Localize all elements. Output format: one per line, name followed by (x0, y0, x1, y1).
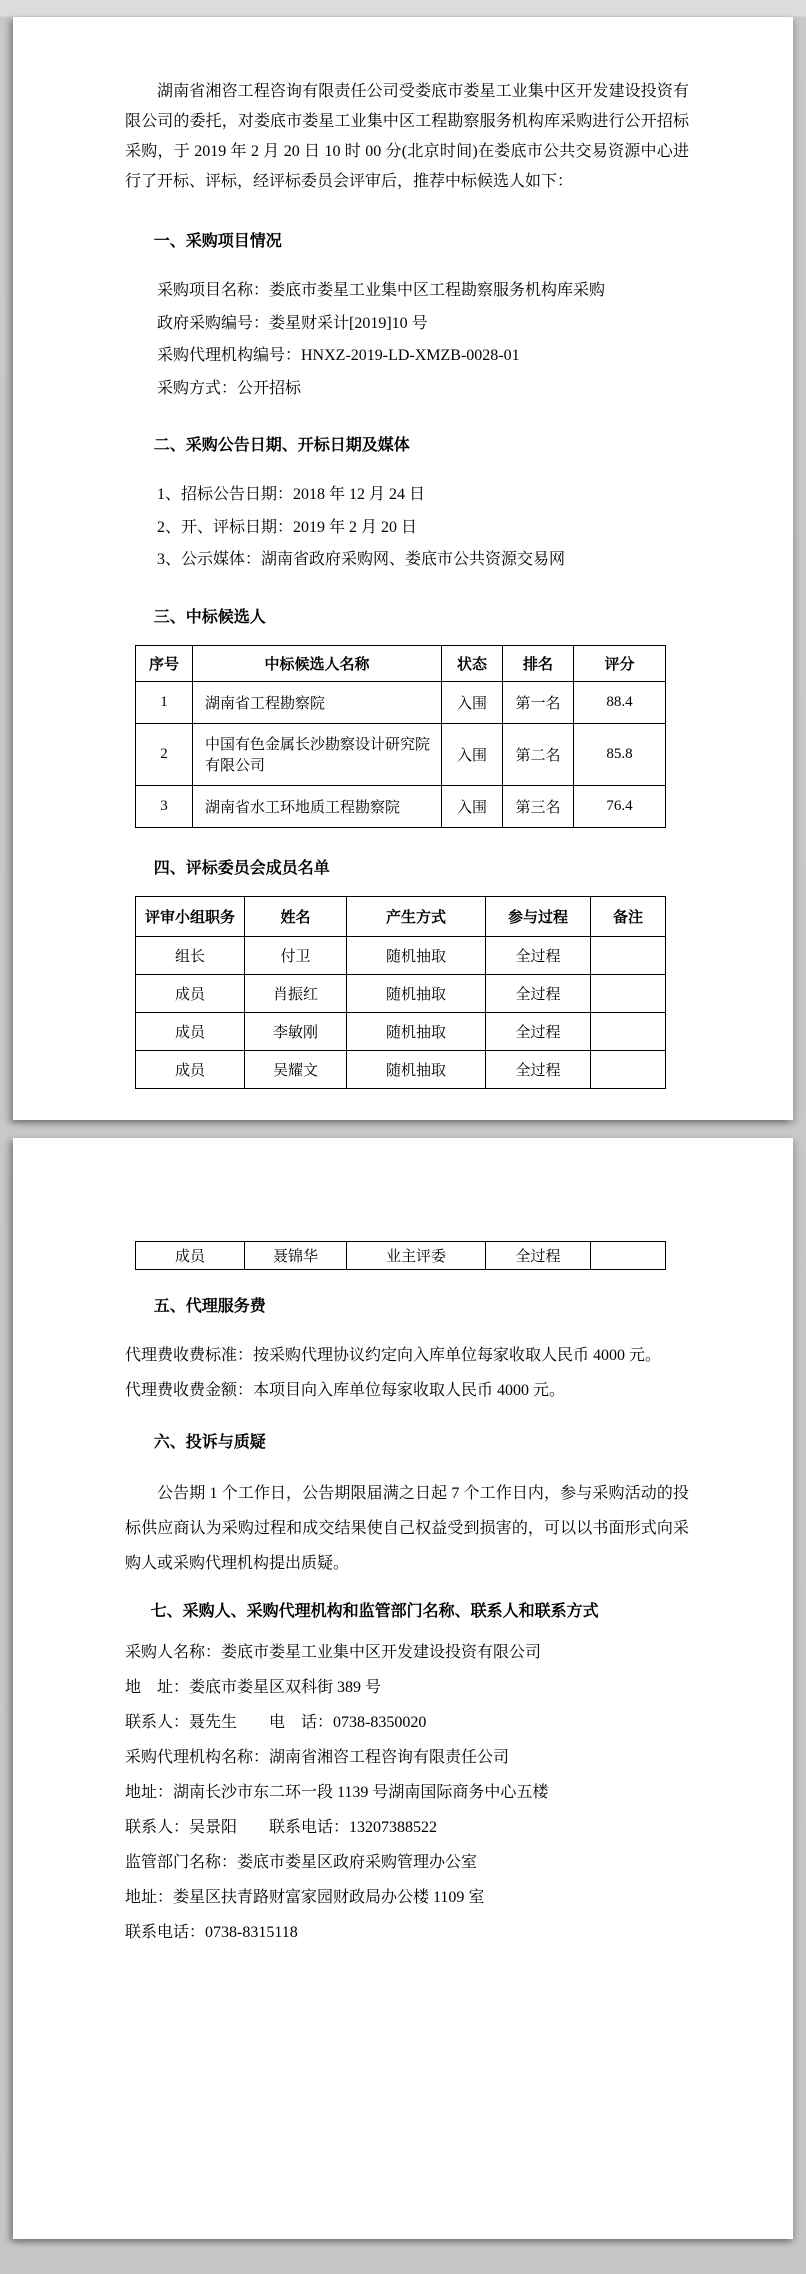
table-cell (591, 974, 666, 1012)
purchaser-address-line: 地 址：娄底市娄星区双科街 389 号 (125, 1679, 382, 1696)
table-cell: 入围 (442, 681, 503, 723)
table-cell: 88.4 (574, 681, 666, 723)
table-cell: 全过程 (486, 1012, 591, 1050)
regulator-name-line: 监管部门名称：娄底市娄星区政府采购管理办公室 (125, 1854, 478, 1871)
intro-paragraph: 湖南省湘咨工程咨询有限责任公司受娄底市娄星工业集中区开发建设投资有限公司的委托，对娄底市娄星工业集中区工程勘察服务机构库采购进行公开招标采购，于 2019 年 2 月 20 日 10 时 00 分(北京时间)在娄底市公共交易资源中心进行了开标、评标，经评标委员会评审后，推荐中标候选人如下： (125, 83, 689, 190)
table-cell: 全过程 (486, 974, 591, 1012)
section-title-4: 四、评标委员会成员名单 (153, 859, 330, 877)
project-name-line: 采购项目名称：娄底市娄星工业集中区工程勘察服务机构库采购 (157, 282, 606, 299)
committee-table (135, 896, 666, 1089)
table-header-cell: 产生方式 (347, 896, 486, 936)
agency-fee-amount-line: 代理费收费金额：本项目向入库单位每家收取人民币 4000 元。 (125, 1382, 566, 1399)
section-title-3: 三、中标候选人 (153, 608, 266, 626)
page-gap (0, 1120, 806, 1138)
table-cell: 付卫 (245, 936, 347, 974)
table-cell: 随机抽取 (347, 974, 486, 1012)
purchaser-contact-line: 联系人：聂先生 电 话：0738-8350020 (125, 1714, 427, 1731)
table-cell: 1 (136, 681, 193, 723)
table-cell: 成员 (136, 974, 245, 1012)
section-title-5: 五、代理服务费 (153, 1298, 266, 1315)
candidates-header-row (136, 645, 666, 681)
table-cell: 全过程 (486, 936, 591, 974)
table-cell: 组长 (136, 936, 245, 974)
table-header-cell: 备注 (591, 896, 666, 936)
table-cell: 中国有色金属长沙勘察设计研究院有限公司 (193, 723, 442, 785)
table-cell: 随机抽取 (347, 1050, 486, 1088)
table-cell: 随机抽取 (347, 1012, 486, 1050)
section-title-6: 六、投诉与质疑 (153, 1434, 266, 1451)
committee-header-row (136, 896, 666, 936)
candidate-row-3 (136, 785, 666, 827)
regulator-phone-line: 联系电话：0738-8315118 (125, 1924, 298, 1941)
gov-number-line: 政府采购编号：娄星财采计[2019]10 号 (157, 314, 428, 332)
table-cell: 吴耀文 (245, 1050, 347, 1088)
table-header-cell: 参与过程 (486, 896, 591, 936)
table-cell (591, 936, 666, 974)
agency-contact-line: 联系人：吴景阳 联系电话：13207388522 (125, 1819, 438, 1836)
committee-row-4 (136, 1050, 666, 1088)
table-cell: 第二名 (503, 723, 574, 785)
agency-fee-standard-line: 代理费收费标准：按采购代理协议约定向入库单位每家收取人民币 4000 元。 (125, 1347, 662, 1364)
section-title-1: 一、采购项目情况 (153, 233, 282, 250)
table-cell: 第三名 (503, 785, 574, 827)
table-cell: 全过程 (486, 1050, 591, 1088)
table-cell: 湖南省水工环地质工程勘察院 (193, 785, 442, 827)
table-cell: 湖南省工程勘察院 (193, 681, 442, 723)
document-page-2 (13, 1138, 793, 2239)
table-header-cell: 序号 (136, 645, 193, 681)
table-cell: 随机抽取 (347, 936, 486, 974)
table-header-cell: 状态 (442, 645, 503, 681)
document-page-1 (13, 17, 793, 1120)
table-cell: 李敏刚 (245, 1012, 347, 1050)
table-cell: 第一名 (503, 681, 574, 723)
candidate-row-1 (136, 681, 666, 723)
table-cell: 入围 (442, 723, 503, 785)
method-line: 采购方式：公开招标 (157, 379, 302, 397)
committee-row-1 (136, 936, 666, 974)
table-cell: 全过程 (486, 1242, 591, 1270)
purchaser-name-line: 采购人名称：娄底市娄星工业集中区开发建设投资有限公司 (125, 1644, 542, 1661)
candidate-row-2 (136, 723, 666, 785)
agency-name-line: 采购代理机构名称：湖南省湘咨工程咨询有限责任公司 (125, 1749, 510, 1766)
agency-number-line: 采购代理机构编号：HNXZ-2019-LD-XMZB-0028-01 (157, 347, 520, 364)
committee-table-continued (135, 1241, 666, 1270)
table-cell: 2 (136, 723, 193, 785)
table-cell: 业主评委 (347, 1242, 486, 1270)
table-header-cell: 评分 (574, 645, 666, 681)
table-cell (591, 1012, 666, 1050)
section-title-2: 二、采购公告日期、开标日期及媒体 (153, 437, 410, 454)
media-line: 3、公示媒体：湖南省政府采购网、娄底市公共资源交易网 (157, 551, 566, 568)
table-cell: 76.4 (574, 785, 666, 827)
table-cell: 成员 (136, 1012, 245, 1050)
table-header-cell: 姓名 (245, 896, 347, 936)
table-cell: 成员 (136, 1050, 245, 1088)
candidates-table (135, 645, 666, 828)
table-cell: 成员 (136, 1242, 245, 1270)
announce-date-line: 1、招标公告日期：2018 年 12 月 24 日 (157, 486, 426, 503)
table-header-cell: 中标候选人名称 (193, 645, 442, 681)
table-header-cell: 评审小组职务 (136, 896, 245, 936)
agency-address-line: 地址：湖南长沙市东二环一段 1139 号湖南国际商务中心五楼 (125, 1784, 549, 1801)
bid-date-line: 2、开、评标日期：2019 年 2 月 20 日 (157, 518, 418, 536)
table-cell (591, 1242, 666, 1270)
table-cell: 85.8 (574, 723, 666, 785)
table-cell: 肖振红 (245, 974, 347, 1012)
complaint-paragraph: 公告期 1 个工作日，公告期限届满之日起 7 个工作日内，参与采购活动的投标供应商认为采购过程和成交结果使自己权益受到损害的，可以以书面形式向采购人或采购代理机构提出质疑。 (125, 1485, 689, 1572)
table-cell: 聂锦华 (245, 1242, 347, 1270)
committee-row-2 (136, 974, 666, 1012)
table-cell (591, 1050, 666, 1088)
regulator-address-line: 地址：娄星区扶青路财富家园财政局办公楼 1109 室 (125, 1889, 485, 1906)
table-cell: 3 (136, 785, 193, 827)
table-cell: 入围 (442, 785, 503, 827)
committee-row-3 (136, 1012, 666, 1050)
section-title-7: 七、采购人、采购代理机构和监管部门名称、联系人和联系方式 (150, 1603, 599, 1620)
table-header-cell: 排名 (503, 645, 574, 681)
committee-row-5 (136, 1242, 666, 1270)
